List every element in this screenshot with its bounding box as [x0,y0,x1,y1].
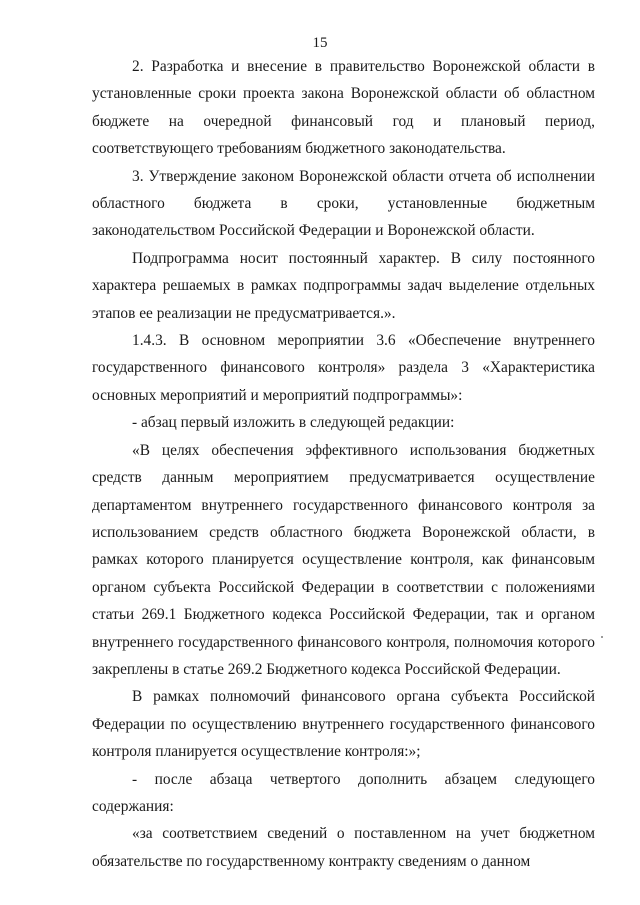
paragraph-subprogram-permanent: Подпрограмма носит постоянный характер. В силу постоянного характера решаемых в рамках подпрограммы задач выделение отдельных этапов ее реализации не предусматривается.». [92,249,595,322]
paragraph-quoted-new-text: «В целях обеспечения эффективного использования бюджетных средств данным мероприятием предусматривается осуществление департаментом внутреннего государственного финансового контроля за использованием средств областного бюджета Воронежской области, в рамках которого планируется осуществление контроля, как финансовым органом субъекта Российской Федерации в соответствии с положениями статьи 269.1 Бюджетного кодекса Российской Федерации, так и органом внутреннего государственного финансового контроля, полномочия которого закреплены в статье 269.2 Бюджетного кодекса Российской Федерации. [92,441,595,678]
paragraph-section-1-4-3: 1.4.3. В основном мероприятии 3.6 «Обеспечение внутреннего государственного финансового контроля» раздела 3 «Характеристика основных мероприятий и мероприятий подпрограммы»: [92,332,595,404]
scan-speck [601,636,603,638]
document-body [92,53,595,875]
paragraph-instruction-add: - после абзаца четвертого дополнить абзацем следующего содержания: [92,770,595,815]
paragraph-instruction-first: - абзац первый изложить в следующей редакции: [132,414,455,432]
paragraph-item-3: 3. Утверждение законом Воронежской области отчета об исполнении областного бюджета в сроки, установленные бюджетным законодательством Российской Федерации и Воронежской области. [92,167,595,240]
paragraph-item-2: 2. Разработка и внесение в правительство Воронежской области в установленные сроки проекта закона Воронежской области об областном бюджете на очередной финансовый год и плановый период, соответствующего требованиям бюджетного законодательства. [92,58,595,158]
page-number: 15 [312,35,328,51]
paragraph-quoted-powers: В рамках полномочий финансового органа субъекта Российской Федерации по осуществлению внутреннего государственного финансового контроля планируется осуществление контроля:»; [92,688,595,761]
paragraph-quoted-compliance: «за соответствием сведений о поставленном на учет бюджетном обязательстве по государственному контракту сведениям о данном [92,825,595,870]
